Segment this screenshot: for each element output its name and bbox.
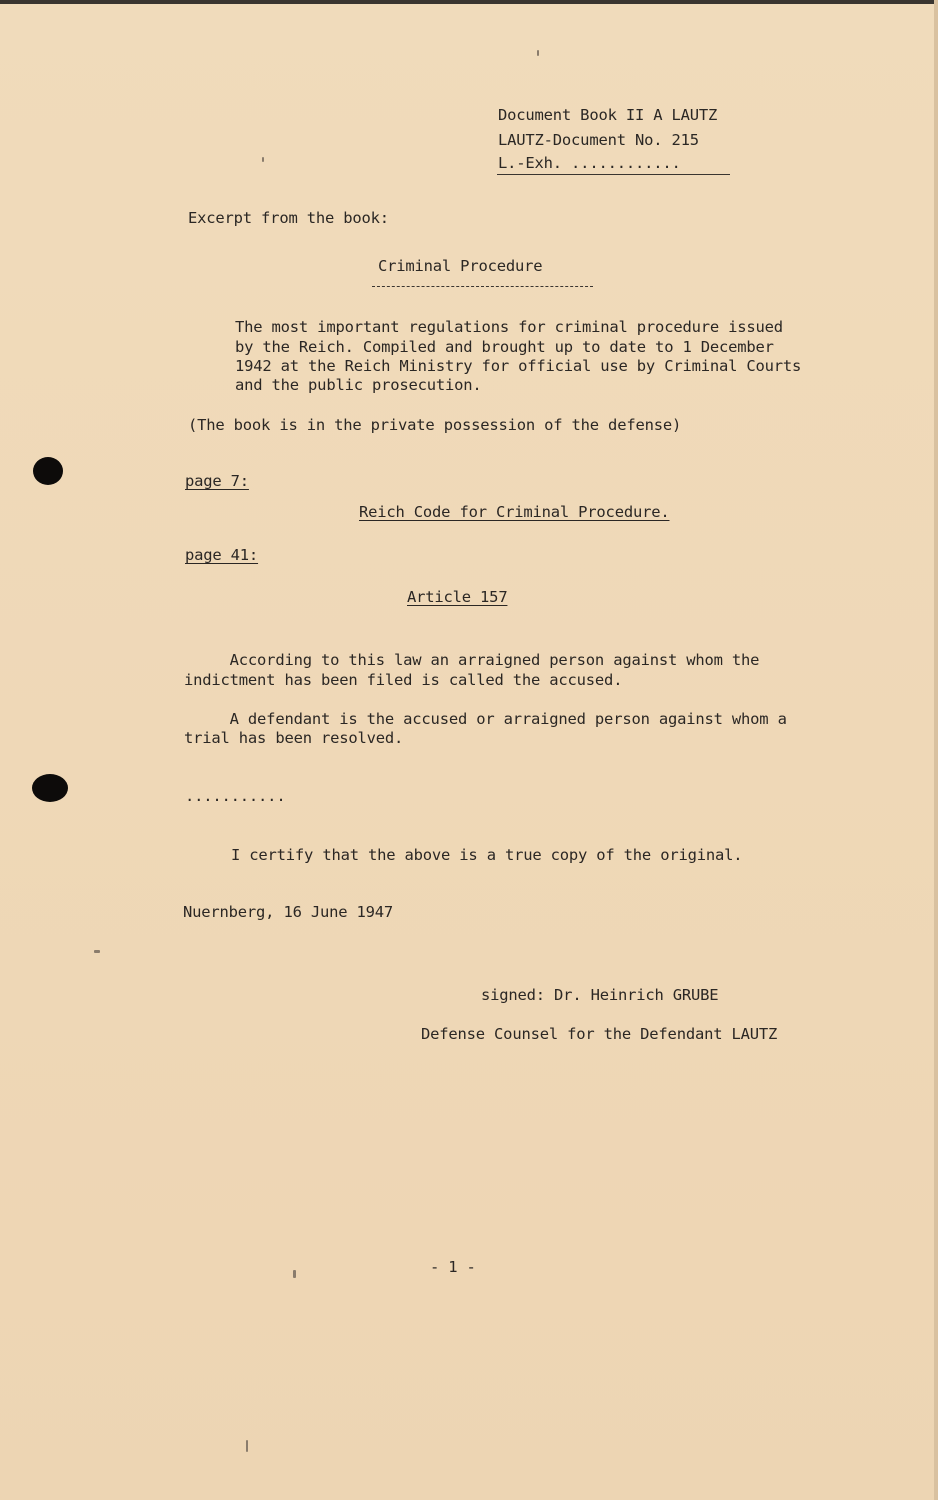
punch-hole-top [33,457,63,485]
paper-speck [94,950,100,953]
omission-ellipsis: ........... [185,787,286,805]
page-41-label: page 41: [185,546,259,564]
page-right-edge [934,0,938,1500]
header-document-book: Document Book II A LAUTZ [498,106,718,124]
description-line-2: by the Reich. Compiled and brought up to date to 1 December [235,338,774,356]
book-title-rule [372,286,593,287]
signatory-role: Defense Counsel for the Defendant LAUTZ [421,1025,778,1043]
header-document-number: LAUTZ-Document No. 215 [498,131,699,149]
paragraph-1-line-1: According to this law an arraigned person against whom the [184,651,760,669]
article-title: Article 157 [407,588,508,606]
place-and-date: Nuernberg, 16 June 1947 [183,903,394,921]
signature-line: signed: Dr. Heinrich GRUBE [481,986,719,1004]
possession-note: (The book is in the private possession of the defense) [188,416,682,434]
description-line-3: 1942 at the Reich Ministry for official use by Criminal Courts [235,357,802,375]
page-7-label: page 7: [185,472,249,490]
paragraph-2-line-2: trial has been resolved. [184,729,404,747]
paper-speck [262,157,264,162]
paragraph-1-line-2: indictment has been filed is called the accused. [184,671,623,689]
header-exhibit: L.-Exh. ............ [498,154,681,172]
header-rule [497,174,730,175]
reich-code-title: Reich Code for Criminal Procedure. [359,503,670,521]
page-number: - 1 - [430,1258,476,1276]
paper-speck [537,50,539,56]
punch-hole-bottom [32,774,68,802]
paragraph-2-line-1: A defendant is the accused or arraigned person against whom a [184,710,787,728]
page-top-edge [0,0,938,4]
book-title: Criminal Procedure [378,257,543,275]
paper-speck [246,1440,248,1452]
paper-speck [293,1270,296,1278]
description-line-4: and the public prosecution. [235,376,482,394]
description-line-1: The most important regulations for criminal procedure issued [235,318,783,336]
certification-statement: I certify that the above is a true copy of the original. [231,846,743,864]
excerpt-label: Excerpt from the book: [188,209,389,227]
